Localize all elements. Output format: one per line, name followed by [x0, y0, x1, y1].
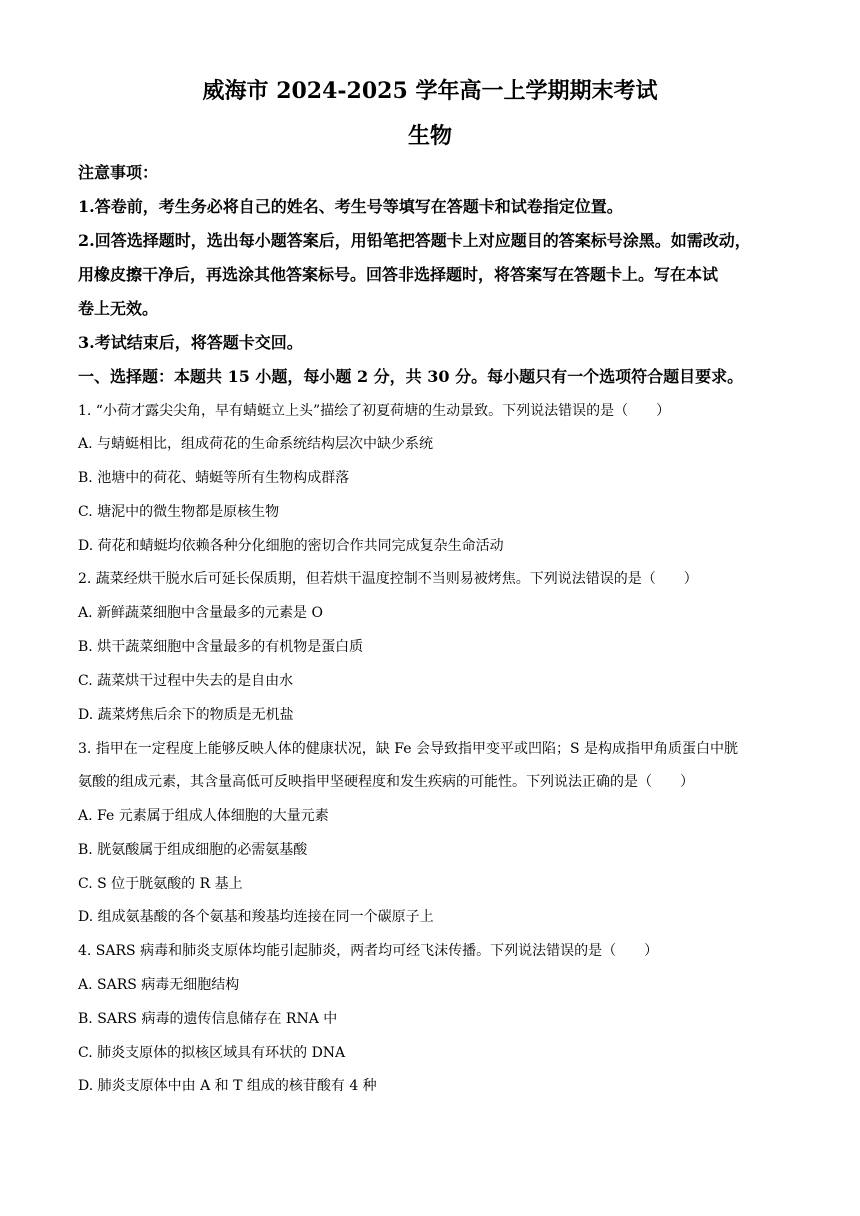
notice-line: 1.答卷前，考生务必将自己的姓名、考生号等填写在答题卡和试卷指定位置。 [78, 197, 623, 216]
question-stem: 1. “小荷才露尖尖角，早有蜻蜓立上头”描绘了初夏荷塘的生动景致。下列说法错误的是（ ） [78, 403, 671, 419]
question-option: C. 塘泥中的微生物都是原核生物 [78, 504, 280, 520]
question-option: B. SARS 病毒的遗传信息储存在 RNA 中 [78, 1011, 338, 1027]
question-option: D. 蔬菜烤焦后余下的物质是无机盐 [78, 707, 294, 723]
notice-line: 2.回答选择题时，选出每小题答案后，用铅笔把答题卡上对应题目的答案标号涂黑。如需改动， [78, 231, 751, 250]
question-option: D. 组成氨基酸的各个氨基和羧基均连接在同一个碳原子上 [78, 909, 434, 925]
question-option: A. 新鲜蔬菜细胞中含量最多的元素是 O [78, 605, 323, 621]
notice-line: 卷上无效。 [78, 299, 159, 318]
exam-subject: 生物 [407, 123, 452, 149]
question-stem: 3. 指甲在一定程度上能够反映人体的健康状况，缺 Fe 会导致指甲变平或凹陷；S 是构成指甲角质蛋白中胱 [78, 741, 738, 757]
question-option: B. 烘干蔬菜细胞中含量最多的有机物是蛋白质 [78, 639, 364, 655]
question-option: D. 荷花和蜻蜓均依赖各种分化细胞的密切合作共同完成复杂生命活动 [78, 538, 504, 554]
exam-title: 威海市 2024-2025 学年高一上学期期末考试 [202, 78, 658, 104]
question-option: A. Fe 元素属于组成人体细胞的大量元素 [78, 808, 329, 824]
question-option: C. 肺炎支原体的拟核区域具有环状的 DNA [78, 1045, 346, 1061]
notice-line: 3.考试结束后，将答题卡交回。 [78, 333, 303, 352]
question-option: B. 胱氨酸属于组成细胞的必需氨基酸 [78, 842, 308, 858]
question-stem: 4. SARS 病毒和肺炎支原体均能引起肺炎，两者均可经飞沫传播。下列说法错误的是（ ） [78, 943, 659, 959]
section-heading: 一、选择题：本题共 15 小题，每小题 2 分，共 30 分。每小题只有一个选项符合题目要求。 [78, 367, 744, 386]
question-option: A. SARS 病毒无细胞结构 [78, 977, 240, 993]
notice-heading: 注意事项： [78, 163, 159, 182]
question-stem: 氨酸的组成元素，其含量高低可反映指甲坚硬程度和发生疾病的可能性。下列说法正确的是（ ） [78, 774, 694, 790]
question-option: C. S 位于胱氨酸的 R 基上 [78, 876, 243, 892]
notice-line: 用橡皮擦干净后，再选涂其他答案标号。回答非选择题时，将答案写在答题卡上。写在本试 [78, 265, 719, 284]
question-option: C. 蔬菜烘干过程中失去的是自由水 [78, 673, 294, 689]
question-option: B. 池塘中的荷花、蜻蜓等所有生物构成群落 [78, 470, 350, 486]
question-option: A. 与蜻蜓相比，组成荷花的生命系统结构层次中缺少系统 [78, 436, 434, 452]
question-option: D. 肺炎支原体中由 A 和 T 组成的核苷酸有 4 种 [78, 1078, 377, 1094]
question-stem: 2. 蔬菜经烘干脱水后可延长保质期，但若烘干温度控制不当则易被烤焦。下列说法错误的是（ ） [78, 571, 698, 587]
